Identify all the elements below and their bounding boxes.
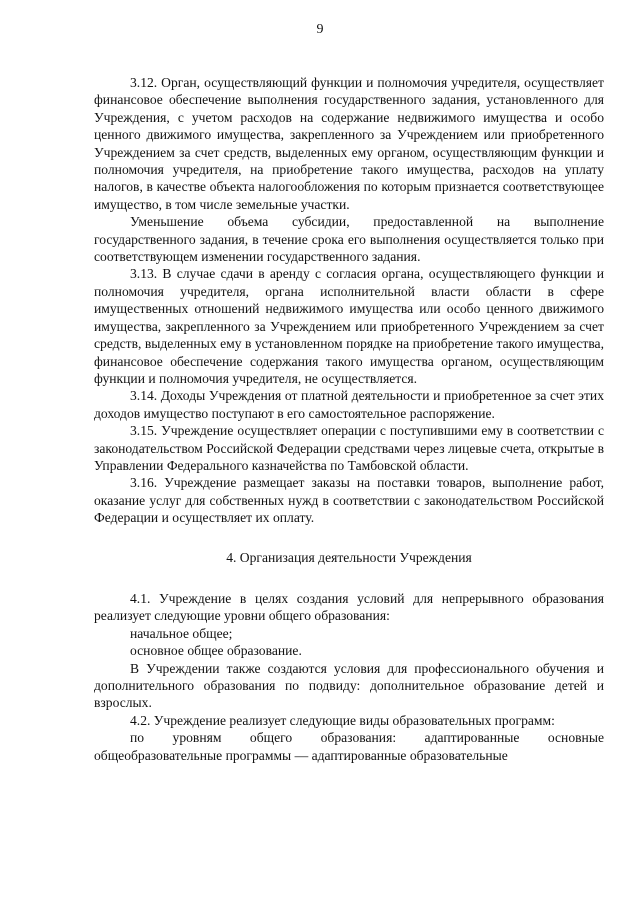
paragraph-3-16: 3.16. Учреждение размещает заказы на поставки товаров, выполнение работ, оказание услуг для собственных нужд в соответствии с законодательством Российской Федерации и осуществляет их оплату. [94,475,604,526]
paragraph-3-12: 3.12. Орган, осуществляющий функции и полномочия учредителя, осуществляет финансовое обеспечение выполнения государственного задания, установленного для Учреждения, с учетом расходов на содержание недвижимого имущества и особо ценного движимого имущества, закрепленного за Учреждением или приобретенного Учреждением за счет средств, выделенных ему органом, осуществляющим функции и полномочия учредителя, на приобретение такого имущества, расходов на уплату налогов, в качестве объекта налогообложения по которым признается соответствующее имущество, в том числе земельные участки. [94,75,604,212]
paragraph-4-2: 4.2. Учреждение реализует следующие виды образовательных программ: [130,712,555,728]
paragraph-program-levels: по уровням общего образования: адаптированные основные общеобразовательные программы — адаптированные образовательные [94,730,604,763]
page-number: 9 [316,22,324,37]
paragraph-3-14: 3.14. Доходы Учреждения от платной деятельности и приобретенное за счет этих доходов имущество поступают в его самостоятельное распоряжение. [94,388,604,421]
list-item-basic: основное общее образование. [130,643,302,659]
paragraph-additional-conditions: В Учреждении также создаются условия для профессионального обучения и дополнительного образования по подвиду: дополнительное образование детей и взрослых. [94,660,604,711]
paragraph-4-1: 4.1. Учреждение в целях создания условий для непрерывного образования реализует следующие уровни общего образования: [94,590,604,624]
list-item-primary: начальное общее; [130,625,233,641]
paragraph-3-15: 3.15. Учреждение осуществляет операции с поступившими ему в соответствии с законодательством Российской Федерации средствами через лицевые счета, открытые в Управлении Федерального казначейства по Тамбовской области. [94,423,604,473]
paragraph-subsidy-reduction: Уменьшение объема субсидии, предоставленной на выполнение государственного задания, в течение срока его выполнения осуществляется только при соответствующем изменении государственного задания. [94,214,604,265]
paragraph-3-13: 3.13. В случае сдачи в аренду с согласия органа, осуществляющего функции и полномочия учредителя, органа исполнительной власти области в сфере имущественных отношений недвижимого имущества или особо ценного движимого имущества, закрепленного за Учреждением или приобретенного Учреждением за счет средств, выделенных ему в установленном порядке на приобретение такого имущества, финансовое обеспечение содержания такого имущества органом, осуществляющим функции и полномочия учредителя, не осуществляется. [94,266,604,386]
section-heading: 4. Организация деятельности Учреждения [226,549,472,565]
document-body [94,74,604,764]
